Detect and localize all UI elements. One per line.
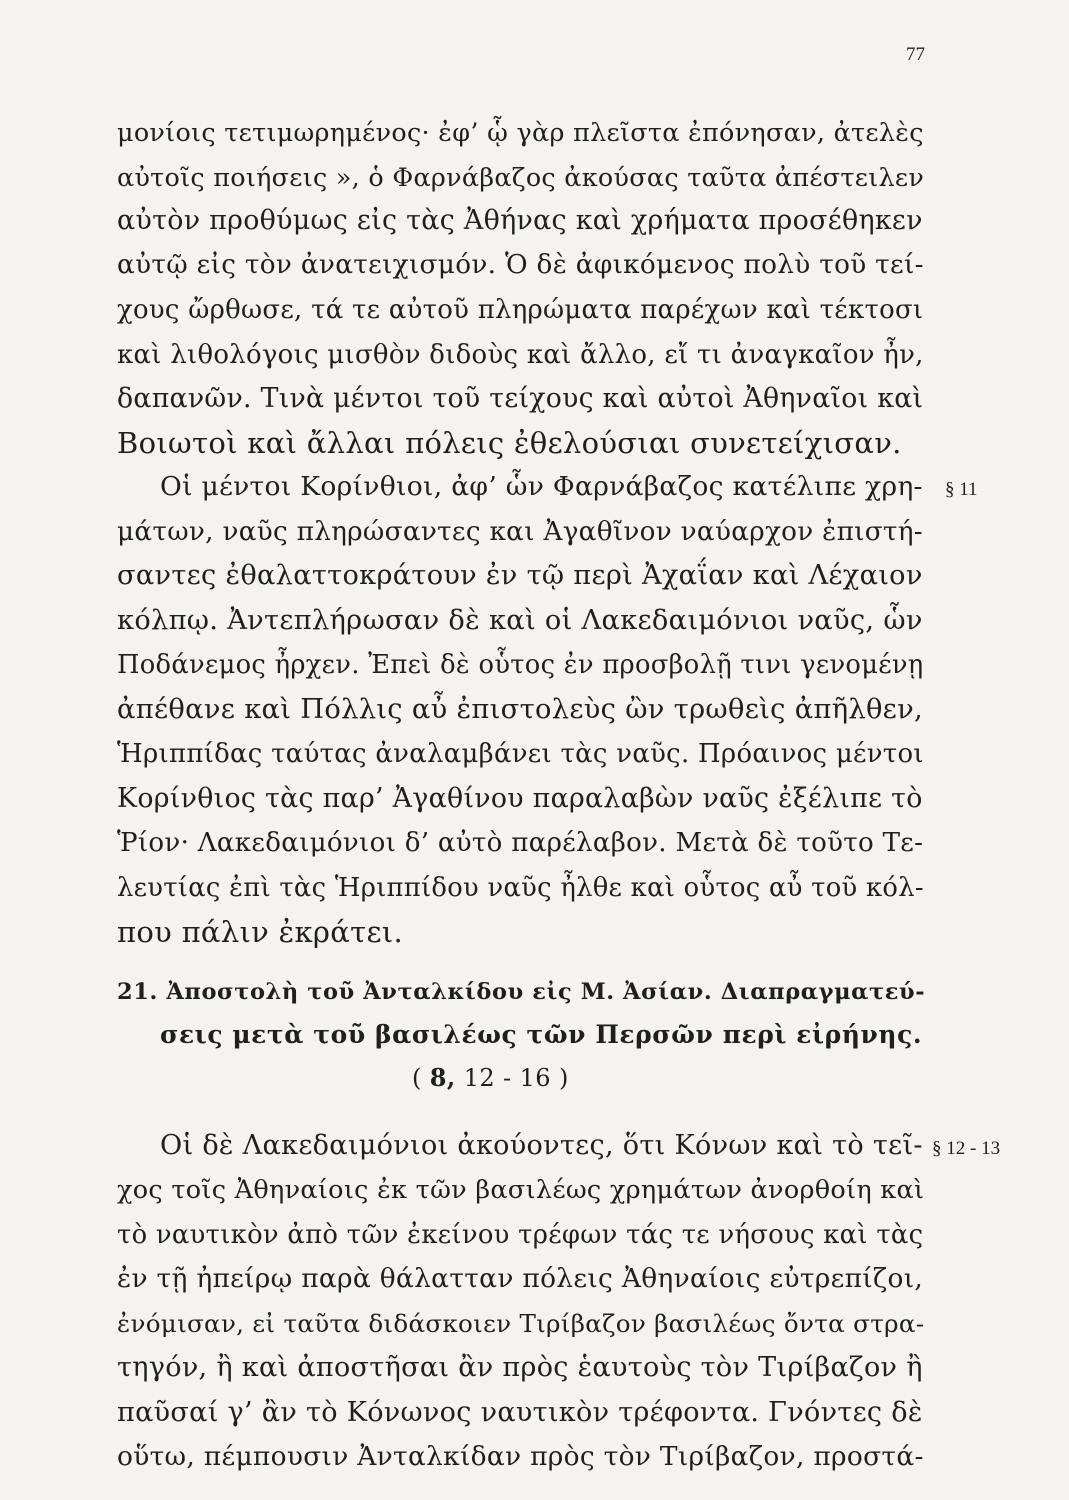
- text-line: σαντες ἐθαλαττοκράτουν ἐν τῷ περὶ Ἀχαΐαν καὶ Λέχαιον: [117, 560, 923, 591]
- text-line: αὐτῷ εἰς τὸν ἀνατειχισμόν. Ὁ δὲ ἀφικόμενος πολὺ τοῦ τεί-: [117, 250, 924, 280]
- heading-line: 21. Ἀποστολὴ τοῦ Ἀνταλκίδου εἰς Μ. Ἀσίαν. Διαπραγματεύ-: [117, 979, 926, 1005]
- text-line: που πάλιν ἐκράτει.: [117, 915, 403, 949]
- text-line: Οἱ δὲ Λακεδαιμόνιοι ἀκούοντες, ὅτι Κόνων καὶ τὸ τεῖ-: [160, 1130, 923, 1161]
- text-line: κόλπῳ. Ἀντεπλήρωσαν δὲ καὶ οἱ Λακεδαιμόνιοι ναῦς, ὧν: [117, 605, 923, 636]
- text-line: παῦσαί γ’ ἂν τὸ Κόνωνος ναυτικὸν τρέφοντα. Γνόντες δὲ: [117, 1397, 923, 1428]
- text-line: ἀπέθανε καὶ Πόλλις αὖ ἐπιστολεὺς ὢν τρωθεὶς ἀπῆλθεν,: [117, 694, 923, 725]
- text-line: ἐνόμισαν, εἰ ταῦτα διδάσκοιεν Τιρίβαζον βασιλέως ὄντα στρα-: [117, 1309, 925, 1338]
- section-margin-note: § 12 - 13: [932, 1138, 1001, 1159]
- text-line: μονίοις τετιμωρημένος· ἐφ’ ᾧ γὰρ πλεῖστα ἐπόνησαν, ἀτελὲς: [117, 117, 924, 147]
- text-line: Ῥίον· Λακεδαιμόνιοι δ’ αὐτὸ παρέλαβον. Μετὰ δὲ τοῦτο Τε-: [117, 828, 924, 858]
- text-line: Βοιωτοὶ καὶ ἄλλαι πόλεις ἐθελούσιαι συνετείχισαν.: [117, 426, 902, 460]
- ref-range: 12 - 16: [463, 1064, 551, 1092]
- section-margin-note: § 11: [945, 479, 978, 500]
- text-line: Κορίνθιος τὰς παρ’ Ἀγαθίνου παραλαβὼν ναῦς ἐξέλιπε τὸ: [117, 783, 923, 814]
- text-line: Ἡριππίδας ταύτας ἀναλαμβάνει τὰς ναῦς. Πρόαινος μέντοι: [117, 739, 924, 769]
- page-number: 77: [906, 44, 925, 65]
- text-line: χους ὤρθωσε, τά τε αὐτοῦ πληρώματα παρέχων καὶ τέκτοσι: [117, 295, 924, 325]
- ref-book: 8,: [429, 1063, 456, 1092]
- text-line: ἐν τῇ ἠπείρῳ παρὰ θάλατταν πόλεις Ἀθηναίοις εὐτρεπίζοι,: [117, 1263, 924, 1294]
- heading-line: σεις μετὰ τοῦ βασιλέως τῶν Περσῶν περὶ εἰρήνης.: [160, 1020, 923, 1049]
- text-line: αὐτὸν προθύμως εἰς τὰς Ἀθήνας καὶ χρήματα προσέθηκεν: [117, 205, 923, 236]
- ref-open: (: [412, 1064, 422, 1092]
- text-line: Ποδάνεμος ἦρχεν. Ἐπεὶ δὲ οὗτος ἐν προσβολῇ τινι γενομένῃ: [117, 650, 924, 680]
- text-line: τὸ ναυτικὸν ἀπὸ τῶν ἐκείνου τρέφων τάς τε νήσους καὶ τὰς: [117, 1220, 924, 1250]
- text-line: λευτίας ἐπὶ τὰς Ἡριππίδου ναῦς ἦλθε καὶ οὗτος αὖ τοῦ κόλ-: [117, 873, 924, 903]
- text-line: Οἱ μέντοι Κορίνθιοι, ἀφ’ ὧν Φαρνάβαζος κατέλιπε χρη-: [160, 471, 923, 502]
- text-line: τηγόν, ἢ καὶ ἀποστῆσαι ἂν πρὸς ἑαυτοὺς τὸν Τιρίβαζον ἢ: [117, 1352, 923, 1383]
- text-line: οὕτω, πέμπουσιν Ἀνταλκίδαν πρὸς τὸν Τιρίβαζον, προστά-: [117, 1441, 924, 1472]
- text-line: μάτων, ναῦς πληρώσαντες και Ἀγαθῖνον ναύαρχον ἐπιστή-: [117, 517, 923, 547]
- source-reference: [412, 1062, 569, 1094]
- text-line: αὐτοῖς ποιήσεις », ὁ Φαρνάβαζος ἀκούσας ταῦτα ἀπέστειλεν: [117, 162, 925, 192]
- text-line: καὶ λιθολόγοις μισθὸν διδοὺς καὶ ἄλλο, εἴ τι ἀναγκαῖον ἦν,: [117, 340, 924, 370]
- text-line: χος τοῖς Ἀθηναίοις ἐκ τῶν βασιλέως χρημάτων ἀνορθοίη καὶ: [117, 1175, 925, 1205]
- text-line: δαπανῶν. Τινὰ μέντοι τοῦ τείχους καὶ αὐτοὶ Ἀθηναῖοι καὶ: [117, 383, 924, 414]
- ref-close: ): [558, 1064, 569, 1092]
